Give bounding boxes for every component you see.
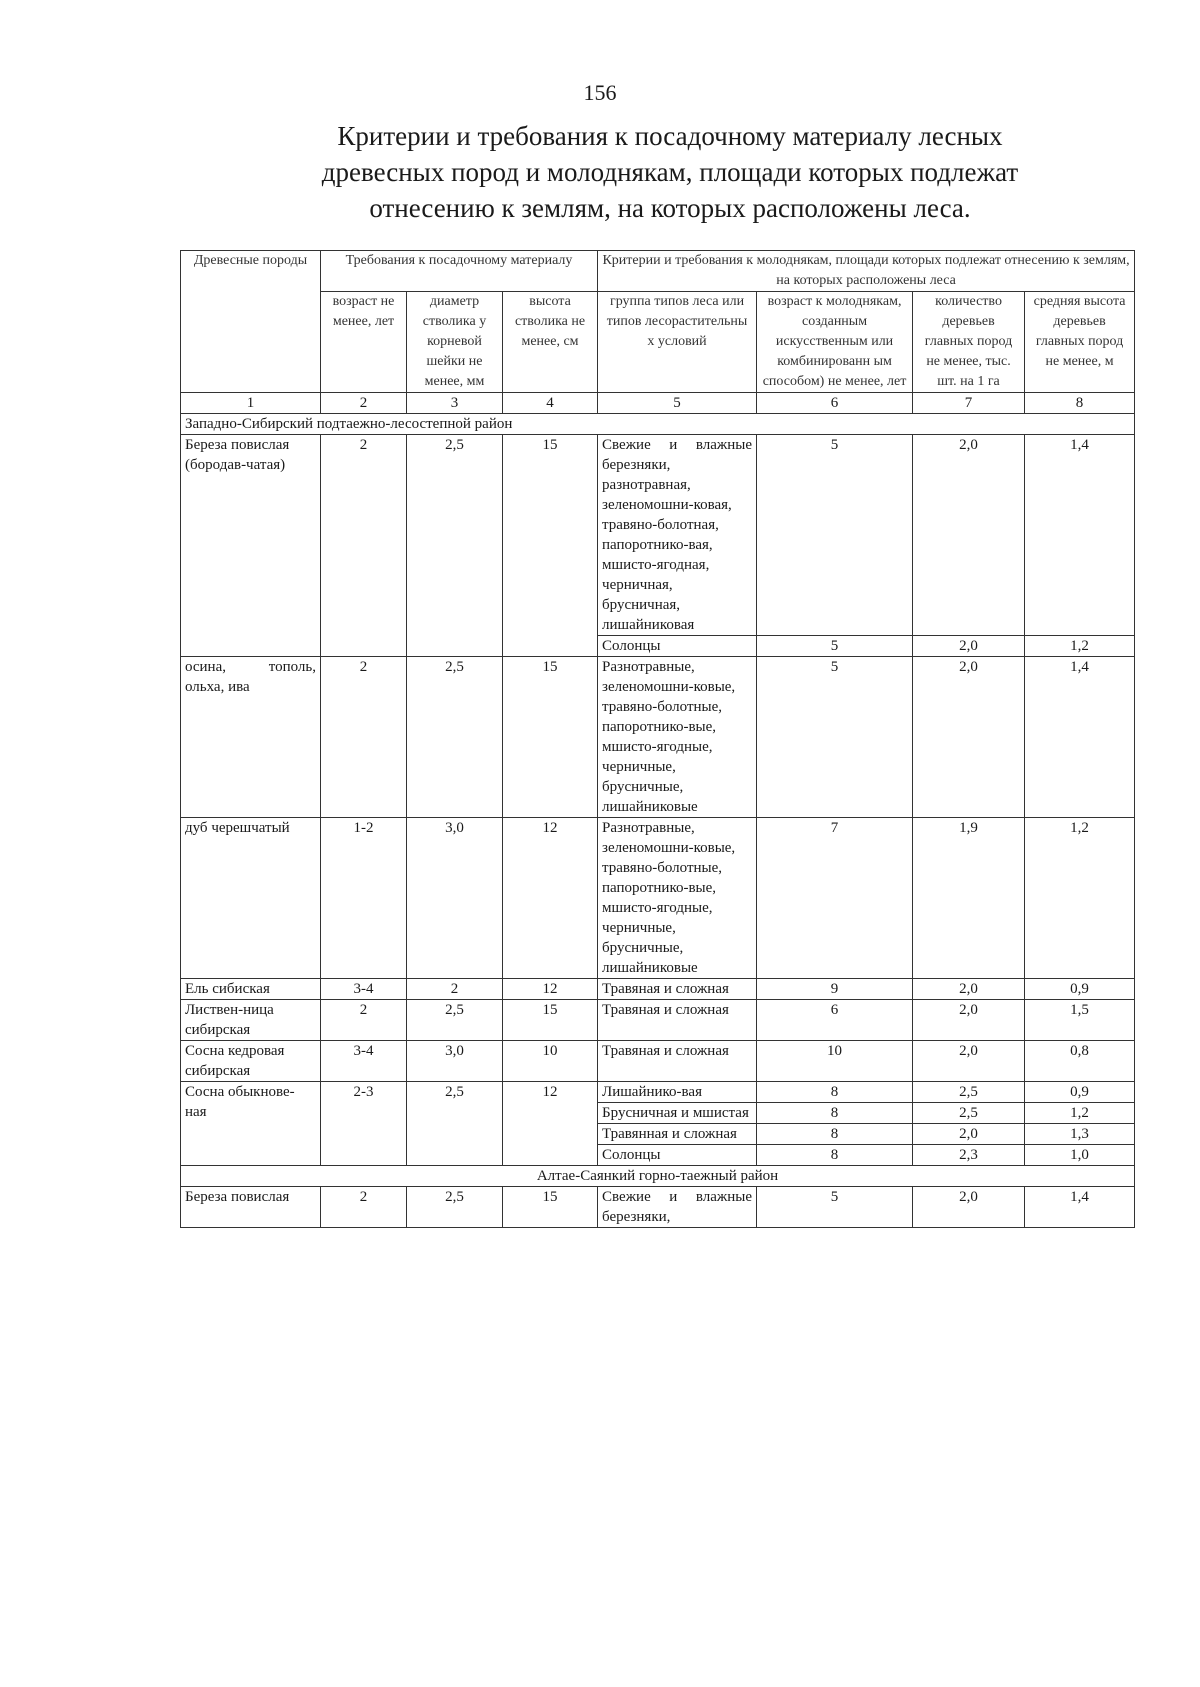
- forest-type-cell: Лишайнико-вая: [598, 1082, 757, 1103]
- forest-type-cell: Солонцы: [598, 636, 757, 657]
- stem-height-cell: 15: [503, 1187, 598, 1228]
- species-cell: Листвен-ница сибирская: [181, 1000, 321, 1041]
- young-age-cell: 8: [757, 1103, 913, 1124]
- stem-diameter-cell: 2: [407, 979, 503, 1000]
- species-cell: Береза повислая: [181, 1187, 321, 1228]
- stem-diameter-cell: 2,5: [407, 435, 503, 657]
- page-number: 156: [583, 80, 617, 105]
- young-age-cell: 5: [757, 435, 913, 636]
- species-cell: дуб черешчатый: [181, 818, 321, 979]
- seedling-age-cell: 3-4: [321, 1041, 407, 1082]
- header-row-group: [181, 251, 1135, 292]
- mean-height-cell: 1,4: [1025, 1187, 1135, 1228]
- column-number: 6: [757, 393, 913, 414]
- column-number: 5: [598, 393, 757, 414]
- title-line: Критерии и требования к посадочному материалу лесных: [337, 121, 1003, 151]
- tree-count-cell: 2,0: [913, 1041, 1025, 1082]
- forest-type-cell: Брусничная и мшистая: [598, 1103, 757, 1124]
- table-row: [181, 1041, 1135, 1082]
- region-name: Алтае-Саянкий горно-таежный район: [181, 1166, 1135, 1187]
- table-row: [181, 1187, 1135, 1228]
- region-row: [181, 1166, 1135, 1187]
- table-row: [181, 435, 1135, 636]
- forest-type-cell: Разнотравные, зеленомошни-ковые, травяно-болотные, папоротнико-вые, мшисто-ягодные, черничные, брусничные, лишайниковые: [598, 818, 757, 979]
- column-number: 8: [1025, 393, 1135, 414]
- young-age-cell: 5: [757, 636, 913, 657]
- forest-type-cell: Травяная и сложная: [598, 979, 757, 1000]
- mean-height-cell: 1,0: [1025, 1145, 1135, 1166]
- stem-diameter-cell: 2,5: [407, 1082, 503, 1166]
- table-row: [181, 657, 1135, 818]
- mean-height-cell: 1,3: [1025, 1124, 1135, 1145]
- header-col-5: группа типов леса или типов лесорастительны х условий: [598, 292, 757, 393]
- species-cell: Береза повислая (бородав-чатая): [181, 435, 321, 657]
- seedling-age-cell: 2: [321, 435, 407, 657]
- mean-height-cell: 0,8: [1025, 1041, 1135, 1082]
- seedling-age-cell: 2-3: [321, 1082, 407, 1166]
- mean-height-cell: 1,2: [1025, 636, 1135, 657]
- young-age-cell: 8: [757, 1145, 913, 1166]
- young-age-cell: 9: [757, 979, 913, 1000]
- stem-diameter-cell: 3,0: [407, 1041, 503, 1082]
- header-young-stands: Критерии и требования к молоднякам, площади которых подлежат отнесению к землям, на которых расположены леса: [598, 251, 1135, 292]
- young-age-cell: 8: [757, 1124, 913, 1145]
- stem-diameter-cell: 3,0: [407, 818, 503, 979]
- seedling-age-cell: 3-4: [321, 979, 407, 1000]
- tree-count-cell: 2,5: [913, 1103, 1025, 1124]
- mean-height-cell: 1,5: [1025, 1000, 1135, 1041]
- column-number: 2: [321, 393, 407, 414]
- document-title: [260, 118, 1080, 226]
- header-col-6: возраст к молоднякам, созданным искусственным или комбинированн ым способом) не менее, лет: [757, 292, 913, 393]
- criteria-table: [180, 250, 1135, 1228]
- title-line: древесных пород и молоднякам, площади которых подлежат: [321, 157, 1019, 187]
- header-col-3: диаметр стволика у корневой шейки не менее, мм: [407, 292, 503, 393]
- tree-count-cell: 2,0: [913, 979, 1025, 1000]
- forest-type-cell: Солонцы: [598, 1145, 757, 1166]
- mean-height-cell: 1,2: [1025, 1103, 1135, 1124]
- column-numbers-row: [181, 393, 1135, 414]
- forest-type-cell: Травяная и сложная: [598, 1041, 757, 1082]
- table-row: [181, 979, 1135, 1000]
- seedling-age-cell: 2: [321, 1187, 407, 1228]
- tree-count-cell: 1,9: [913, 818, 1025, 979]
- tree-count-cell: 2,0: [913, 1124, 1025, 1145]
- seedling-age-cell: 2: [321, 657, 407, 818]
- young-age-cell: 6: [757, 1000, 913, 1041]
- young-age-cell: 10: [757, 1041, 913, 1082]
- stem-height-cell: 12: [503, 1082, 598, 1166]
- tree-count-cell: 2,0: [913, 657, 1025, 818]
- stem-height-cell: 12: [503, 818, 598, 979]
- title-line: отнесению к землям, на которых расположены леса.: [369, 193, 971, 223]
- mean-height-cell: 1,4: [1025, 435, 1135, 636]
- mean-height-cell: 1,2: [1025, 818, 1135, 979]
- region-name: Западно-Сибирский подтаежно-лесостепной район: [181, 414, 1135, 435]
- forest-type-cell: Свежие и влажные березняки,: [598, 1187, 757, 1228]
- table-row: [181, 1082, 1135, 1103]
- forest-type-cell: Травянная и сложная: [598, 1124, 757, 1145]
- table-row: [181, 818, 1135, 979]
- header-row-columns: [181, 292, 1135, 393]
- mean-height-cell: 0,9: [1025, 1082, 1135, 1103]
- column-number: 1: [181, 393, 321, 414]
- young-age-cell: 5: [757, 657, 913, 818]
- stem-diameter-cell: 2,5: [407, 1000, 503, 1041]
- species-cell: Сосна обыкнове-ная: [181, 1082, 321, 1166]
- header-species: Древесные породы: [181, 251, 321, 393]
- tree-count-cell: 2,0: [913, 636, 1025, 657]
- forest-type-cell: Травяная и сложная: [598, 1000, 757, 1041]
- stem-height-cell: 15: [503, 435, 598, 657]
- header-col-8: средняя высота деревьев главных пород не менее, м: [1025, 292, 1135, 393]
- tree-count-cell: 2,0: [913, 1187, 1025, 1228]
- table-row: [181, 1000, 1135, 1041]
- seedling-age-cell: 2: [321, 1000, 407, 1041]
- forest-type-cell: Разнотравные, зеленомошни-ковые, травяно-болотные, папоротнико-вые, мшисто-ягодные, черничные, брусничные, лишайниковые: [598, 657, 757, 818]
- young-age-cell: 7: [757, 818, 913, 979]
- mean-height-cell: 1,4: [1025, 657, 1135, 818]
- header-col-4: высота стволика не менее, см: [503, 292, 598, 393]
- header-col-7: количество деревьев главных пород не менее, тыс. шт. на 1 га: [913, 292, 1025, 393]
- column-number: 7: [913, 393, 1025, 414]
- stem-diameter-cell: 2,5: [407, 1187, 503, 1228]
- tree-count-cell: 2,5: [913, 1082, 1025, 1103]
- header-planting-material: Требования к посадочному материалу: [321, 251, 598, 292]
- tree-count-cell: 2,0: [913, 1000, 1025, 1041]
- stem-height-cell: 15: [503, 657, 598, 818]
- species-cell: Ель сибиская: [181, 979, 321, 1000]
- column-number: 4: [503, 393, 598, 414]
- forest-type-cell: Свежие и влажные березняки, разнотравная, зеленомошни-ковая, травяно-болотная, папоротнико-вая, мшисто-ягодная, черничная, брусничная, лишайниковая: [598, 435, 757, 636]
- young-age-cell: 8: [757, 1082, 913, 1103]
- header-col-2: возраст не менее, лет: [321, 292, 407, 393]
- tree-count-cell: 2,0: [913, 435, 1025, 636]
- stem-height-cell: 10: [503, 1041, 598, 1082]
- species-cell: Сосна кедровая сибирская: [181, 1041, 321, 1082]
- stem-diameter-cell: 2,5: [407, 657, 503, 818]
- stem-height-cell: 15: [503, 1000, 598, 1041]
- young-age-cell: 5: [757, 1187, 913, 1228]
- tree-count-cell: 2,3: [913, 1145, 1025, 1166]
- mean-height-cell: 0,9: [1025, 979, 1135, 1000]
- column-number: 3: [407, 393, 503, 414]
- species-cell: осина, тополь, ольха, ива: [181, 657, 321, 818]
- seedling-age-cell: 1-2: [321, 818, 407, 979]
- stem-height-cell: 12: [503, 979, 598, 1000]
- region-row: [181, 414, 1135, 435]
